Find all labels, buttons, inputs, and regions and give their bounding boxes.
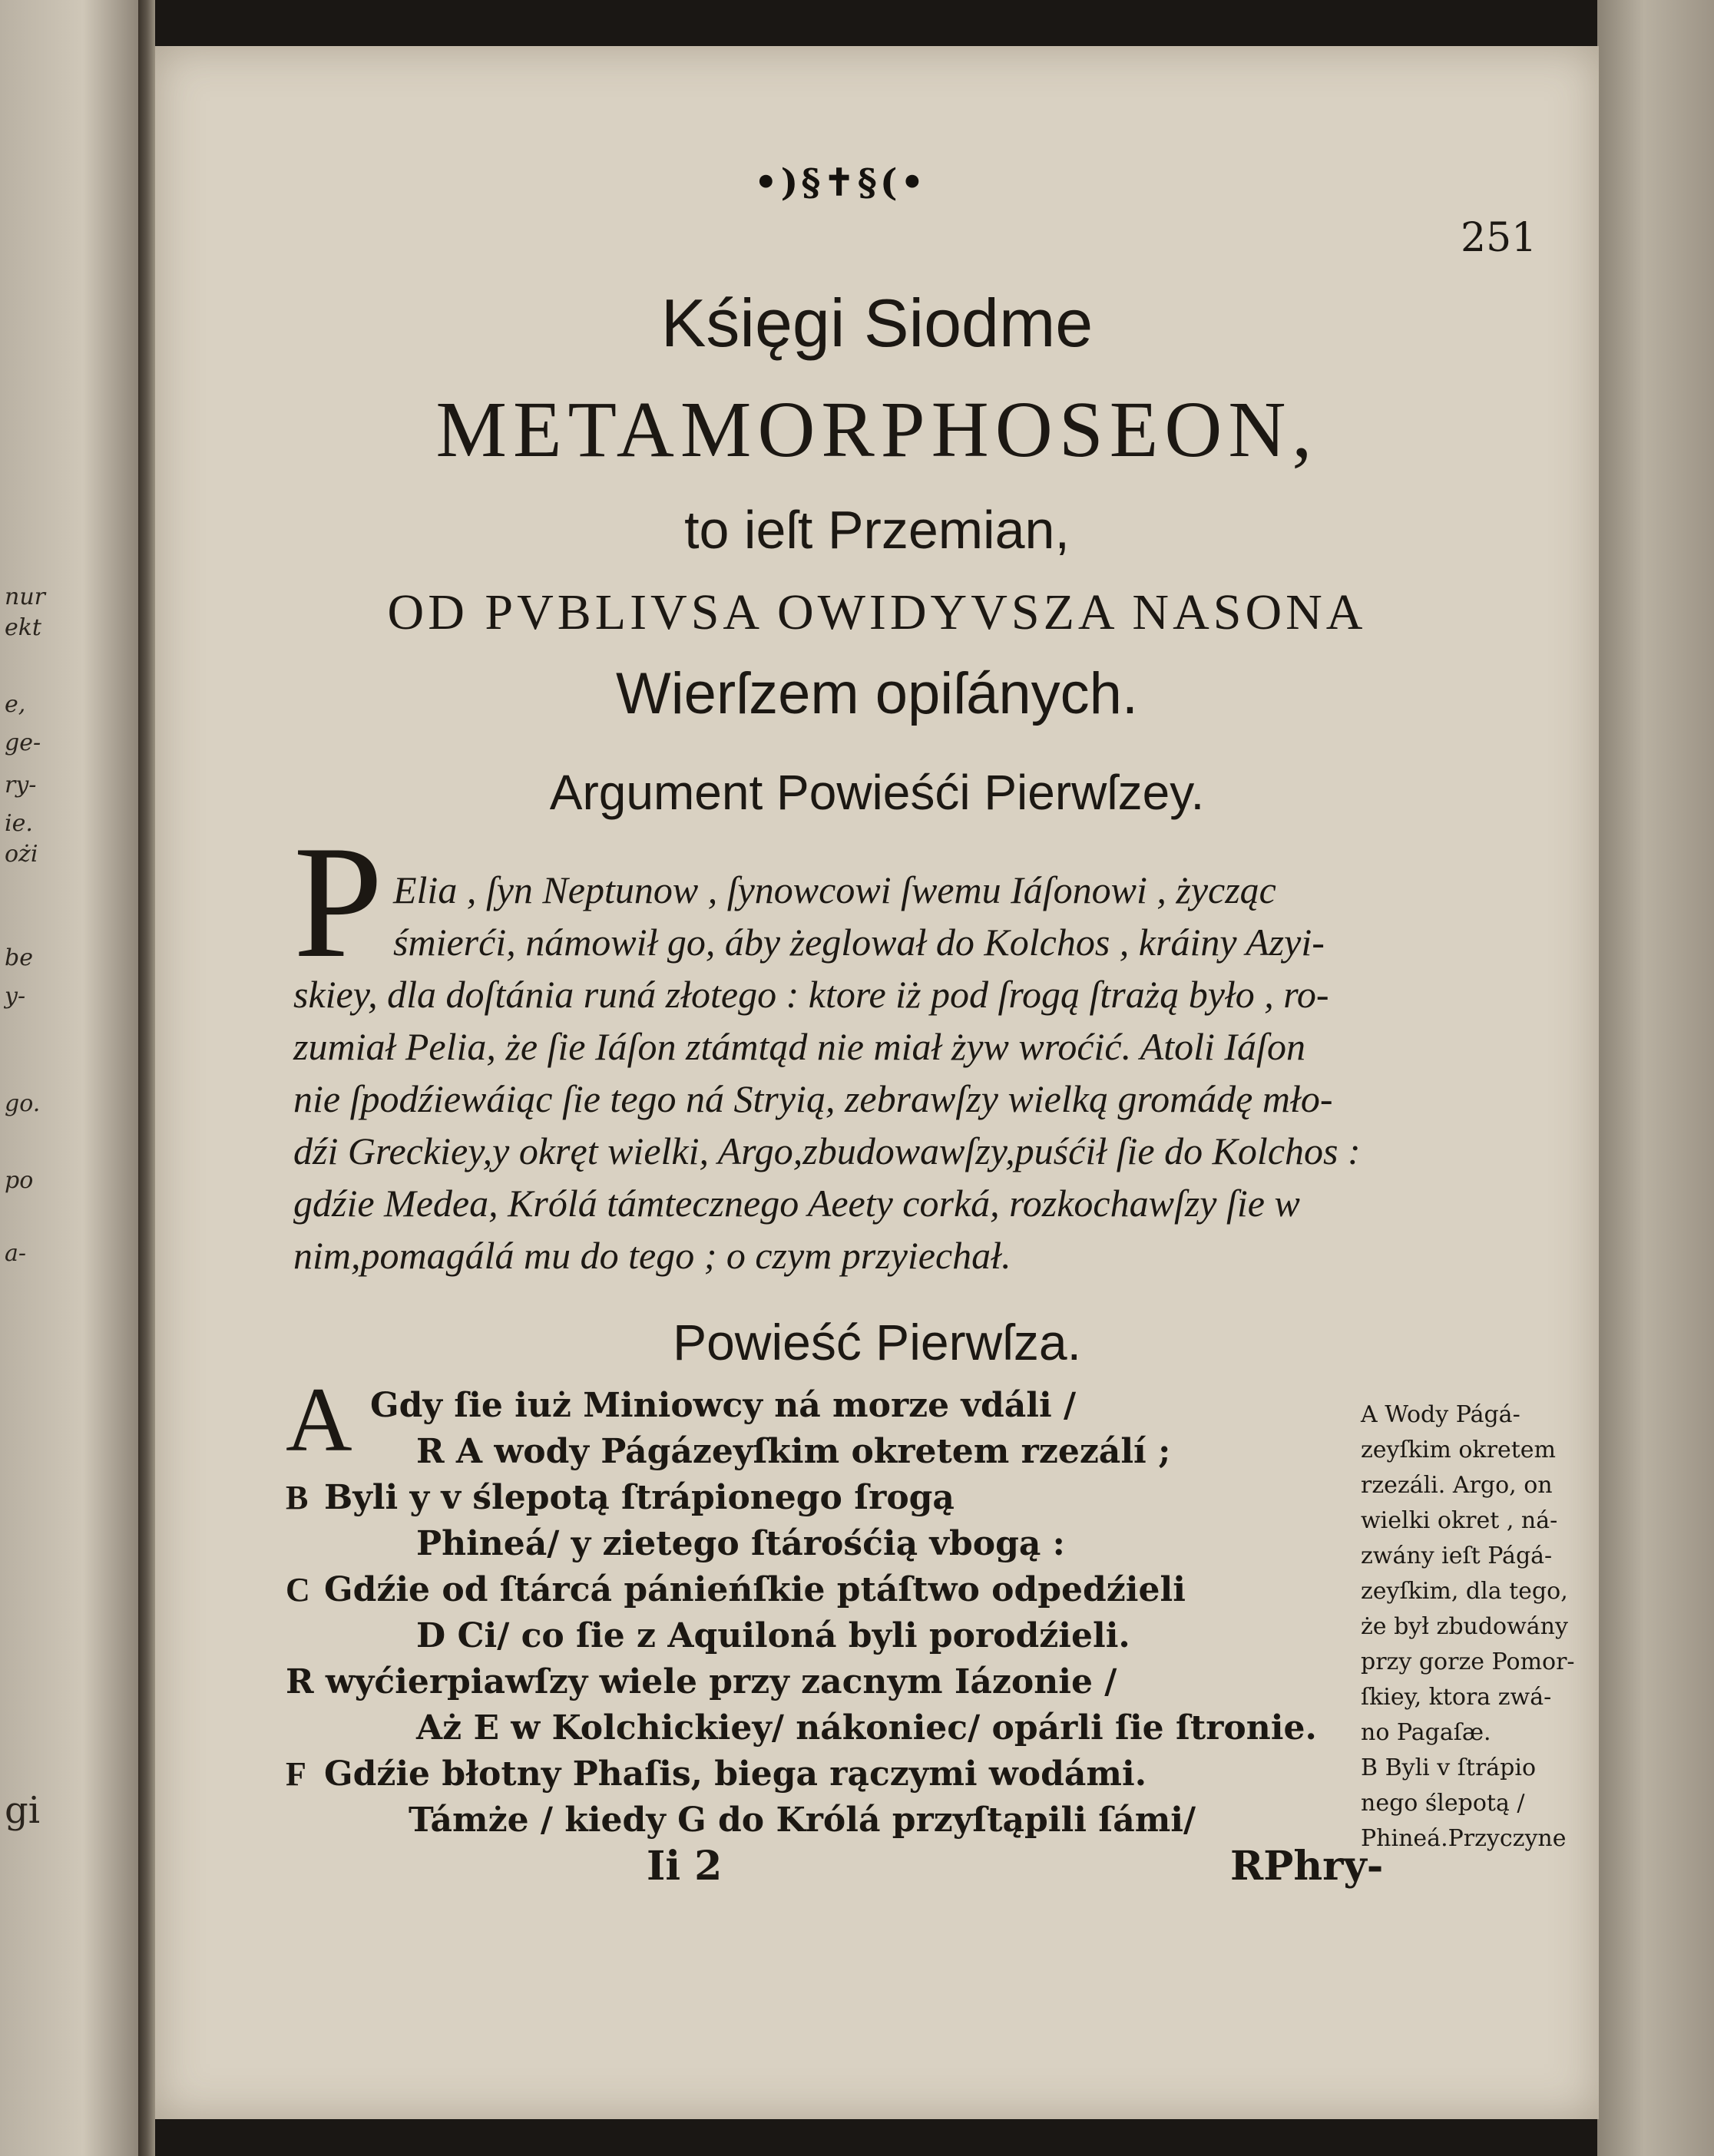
- left-fragment: gi: [5, 1789, 41, 1832]
- left-fragment: ożi: [5, 841, 38, 868]
- left-page-edge: [0, 0, 138, 2156]
- left-fragment: y-: [5, 983, 26, 1010]
- argument-line: Elia , ſyn Neptunow , ſynowcowi ſwemu Iáſonowi , życząc: [393, 868, 1276, 911]
- marginal-note-line: rzezáli. Argo, on: [1361, 1472, 1553, 1499]
- marginal-note-line: no Pagaſæ.: [1361, 1719, 1491, 1746]
- left-fragment: be: [5, 944, 33, 971]
- drop-cap: P: [293, 813, 383, 991]
- argument-line: dźi Greckiey,y okręt wielki, Argo,zbudowawſzy,puśćił ſie do Kolchos :: [293, 1129, 1361, 1172]
- argument-line: skiey, dla doſtánia runá złotego : ktore iż pod ſrogą ſtrażą było , ro-: [293, 973, 1329, 1016]
- poem-line: Aż E w Kolchickiey/ nákoniec/ opárli ſie ſtronie.: [416, 1708, 1317, 1748]
- argument-line: nie ſpodźiewáiąc ſie tego ná Stryią, zebrawſzy wielką gromádę mło-: [293, 1077, 1333, 1120]
- marginal-note-line: Phineá.Przyczyne: [1361, 1825, 1567, 1852]
- left-fragment: a-: [5, 1240, 27, 1267]
- marginal-note-line: że był zbudowány: [1361, 1613, 1568, 1640]
- marginal-note-line: wielki okret , ná-: [1361, 1507, 1558, 1534]
- title-line-4: OD PVBLIVSA OWIDYVSZA NASONA: [387, 584, 1367, 640]
- poem-line: R wyćierpiawſzy wiele przy zacnym Iázonie /: [286, 1662, 1117, 1701]
- left-fragment: ry-: [5, 772, 37, 799]
- marginal-note-line: nego ślepotą /: [1361, 1790, 1525, 1817]
- marginal-note-line: A Wody Págá-: [1361, 1401, 1520, 1428]
- left-fragment: go.: [5, 1090, 41, 1117]
- left-fragment: nur: [5, 584, 45, 610]
- poem-initial: A: [286, 1368, 352, 1470]
- poem-line: Phineá/ y zietego ſtárośćią vbogą :: [416, 1524, 1065, 1563]
- poem-line: D Ci/ co ſie z Aquiloná byli porodźieli.: [416, 1616, 1130, 1655]
- title-line-2: METAMORPHOSEON,: [435, 385, 1319, 474]
- poem-line: Gdźie błotny Phaſis, biega rączymi wodámi.: [324, 1754, 1147, 1794]
- marginal-note-line: zeyſkim, dla tego,: [1361, 1578, 1568, 1605]
- catchword: RPhry-: [1230, 1843, 1384, 1890]
- poem-line: Gdy ſie iuż Miniowcy ná morze vdáli /: [370, 1386, 1077, 1425]
- left-fragment: e,: [5, 691, 26, 718]
- marginal-note-line: ſkiey, ktora zwá-: [1361, 1684, 1552, 1711]
- poem-line: Támże / kiedy G do Królá przyſtąpili ſámi/: [409, 1801, 1196, 1840]
- left-fragment: po: [5, 1167, 34, 1194]
- marginal-note: [1361, 1397, 1591, 1857]
- marginal-note-line: zeyſkim okretem: [1361, 1437, 1556, 1463]
- left-fragment: ekt: [5, 614, 41, 641]
- right-page-edge: [1597, 0, 1714, 2156]
- argument-heading: Argument Powieśći Pierwſzey.: [549, 765, 1205, 820]
- argument-line: śmierći, námowił go, áby żeglował do Kolchos , kráiny Azyi-: [393, 921, 1325, 964]
- book-page: [155, 46, 1599, 2119]
- margin-letter: C: [286, 1571, 310, 1609]
- header-ornament: •)§✝§(•: [754, 161, 928, 204]
- argument-line: zumiał Pelia, że ſie Iáſon ztámtąd nie miał żyw wroćić. Atoli Iáſon: [293, 1025, 1305, 1068]
- poem-heading: Powieść Pierwſza.: [673, 1314, 1081, 1371]
- marginal-note-line: przy gorze Pomor-: [1361, 1648, 1575, 1675]
- title-line-3: to ieſt Przemian,: [684, 500, 1070, 560]
- title-line-1: Kśięgi Siodme: [660, 285, 1094, 361]
- argument-line: gdźie Medea, Królá támtecznego Aeety corká, rozkochawſzy ſie w: [293, 1182, 1300, 1225]
- signature-mark: Ii 2: [647, 1843, 723, 1890]
- book-gutter: [138, 0, 155, 2156]
- marginal-note-line: zwány ieſt Págá-: [1361, 1543, 1553, 1569]
- left-fragment: ge-: [5, 729, 41, 756]
- poem-line: Gdźie od ſtárcá pánieńſkie ptáſtwo odpedźieli: [324, 1570, 1186, 1609]
- margin-letter: B: [286, 1479, 309, 1516]
- left-fragment: ie.: [5, 810, 33, 837]
- margin-letter: F: [286, 1755, 306, 1793]
- argument-line: nim,pomagálá mu do tego ; o czym przyiechał.: [293, 1234, 1011, 1277]
- page-number: 251: [1461, 215, 1537, 261]
- title-line-5: Wierſzem opiſánych.: [616, 661, 1138, 726]
- marginal-note-line: B Byli v ſtrápio: [1361, 1754, 1537, 1781]
- poem-line: Byli y v ślepotą ſtrápionego ſrogą: [324, 1478, 955, 1517]
- poem-line: R A wody Págázeyſkim okretem rzezálí ;: [416, 1432, 1171, 1471]
